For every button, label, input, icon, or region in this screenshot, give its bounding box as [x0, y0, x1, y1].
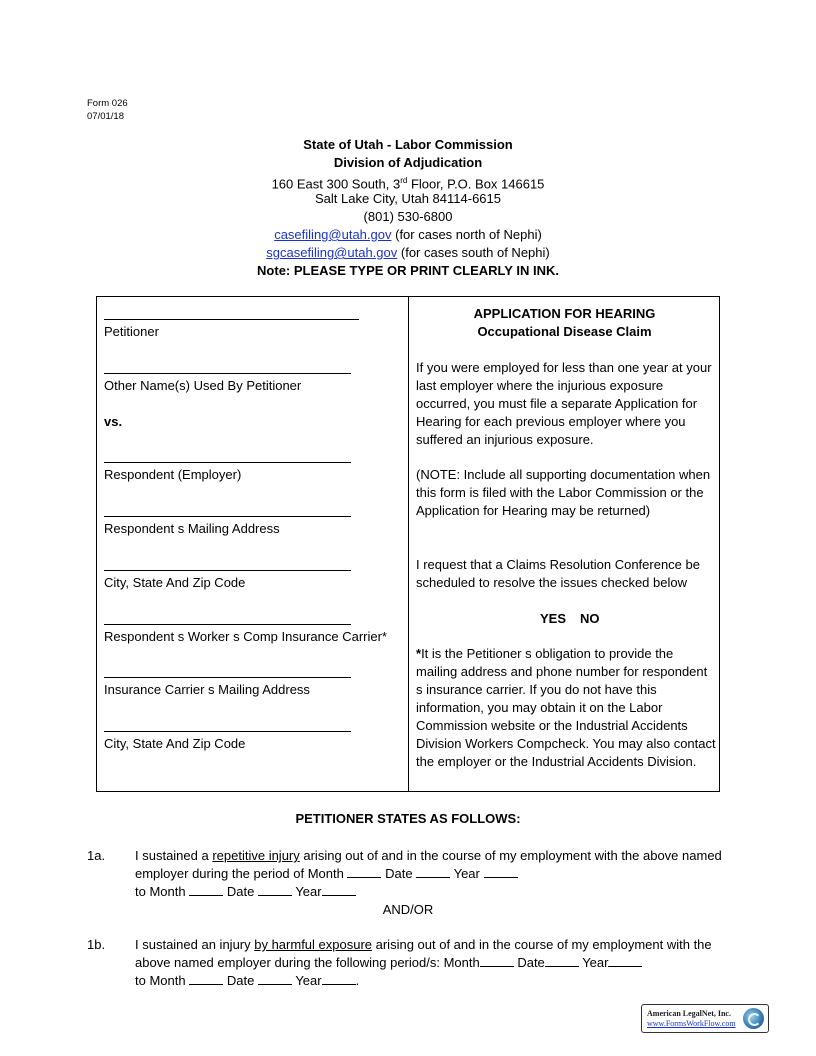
no-option[interactable]: NO — [580, 611, 600, 626]
insurance-carrier-label: Respondent s Worker s Comp Insurance Carrier* — [104, 629, 387, 644]
carrier-address-label: Insurance Carrier s Mailing Address — [104, 682, 310, 697]
petitioner-line[interactable] — [104, 319, 359, 320]
item-1b-to-date-field[interactable] — [258, 973, 292, 985]
insurance-carrier-line[interactable] — [104, 624, 351, 625]
application-title: APPLICATION FOR HEARING — [473, 306, 656, 321]
item-1b-text: I sustained an injury by harmful exposure arising out of and in the course of my employment with the above named employer during the following period/s: Month Date Year to Month Date Year . — [135, 937, 712, 988]
street-address: 160 East 300 South, 3rd Floor, P.O. Box 146615 — [271, 176, 545, 192]
city-state-zip-line-1[interactable] — [104, 570, 351, 571]
form-number: Form 026 — [87, 98, 128, 109]
item-1a-to-month-field[interactable] — [189, 884, 223, 896]
email-south-line: sgcasefiling@utah.gov (for cases south of Nephi) — [266, 245, 550, 260]
email-north-link[interactable]: casefiling@utah.gov — [274, 227, 392, 242]
city-state-zip-label-1: City, State And Zip Code — [104, 575, 246, 590]
item-1b-to-year-field[interactable] — [322, 973, 356, 985]
caption-divider — [408, 296, 409, 792]
email-north-line: casefiling@utah.gov (for cases north of Nephi) — [274, 227, 542, 242]
item-1a-to-date-field[interactable] — [258, 884, 292, 896]
versus-label: vs. — [104, 414, 123, 429]
item-1a-number: 1a. — [87, 848, 106, 863]
item-1b-number: 1b. — [87, 937, 106, 952]
item-1a-to-year-field[interactable] — [322, 884, 356, 896]
item-1b-to-month-field[interactable] — [189, 973, 223, 985]
division-title: Division of Adjudication — [333, 155, 483, 170]
phone-number: (801) 530-6800 — [363, 209, 453, 224]
city-state-zip-label-2: City, State And Zip Code — [104, 736, 246, 751]
carrier-address-line[interactable] — [104, 677, 351, 678]
city-state-zip-line-2[interactable] — [104, 731, 351, 732]
item-1b-month-field[interactable] — [480, 955, 514, 967]
globe-icon — [743, 1008, 764, 1029]
other-names-label: Other Name(s) Used By Petitioner — [104, 378, 302, 393]
employment-paragraph: If you were employed for less than one year at your last employer where the injurious exposure occurred, you must file a separate Application for Hearing for each previous employer where you suffered an injurious exposure. — [416, 360, 712, 447]
item-1b-year-field[interactable] — [608, 955, 642, 967]
item-1b-date-field[interactable] — [545, 955, 579, 967]
respondent-line[interactable] — [104, 462, 351, 463]
obligation-paragraph: *It is the Petitioner s obligation to provide the mailing address and phone number for respondent s insurance carrier. If you do not have this information, you may obtain it on the Labor Commission website or the Industrial Accidents Division Workers Compcheck. You may also contact the employer or the Industrial Accidents Division. — [416, 646, 716, 769]
print-note: Note: PLEASE TYPE OR PRINT CLEARLY IN INK. — [257, 263, 559, 278]
item-1a-month-field[interactable] — [347, 866, 381, 878]
item-1a-year-field[interactable] — [484, 866, 518, 878]
respondent-address-label: Respondent s Mailing Address — [104, 521, 280, 536]
item-1a-text: I sustained a repetitive injury arising out of and in the course of my employment with the above named employer during the period of Month Date Year to Month Date Year — [135, 848, 722, 899]
item-1a-date-field[interactable] — [416, 866, 450, 878]
respondent-label: Respondent (Employer) — [104, 467, 242, 482]
documentation-note: (NOTE: Include all supporting documentation when this form is filed with the Labor Commission or the Application for Hearing may be returned) — [416, 467, 711, 518]
application-subtitle: Occupational Disease Claim — [477, 324, 652, 339]
american-legalnet-logo[interactable] — [641, 1004, 769, 1033]
statements-heading: PETITIONER STATES AS FOLLOWS: — [295, 811, 521, 826]
conference-request: I request that a Claims Resolution Conference be scheduled to resolve the issues checked below — [416, 557, 700, 590]
and-or-separator: AND/OR — [382, 902, 434, 917]
email-south-link[interactable]: sgcasefiling@utah.gov — [266, 245, 398, 260]
city-line: Salt Lake City, Utah 84114-6615 — [315, 191, 501, 206]
petitioner-label: Petitioner — [104, 324, 159, 339]
agency-title: State of Utah - Labor Commission — [303, 137, 513, 152]
form-meta — [87, 97, 128, 123]
logo-site-link[interactable]: www.FormsWorkFlow.com — [647, 1019, 736, 1028]
other-names-line[interactable] — [104, 373, 351, 374]
respondent-address-line[interactable] — [104, 516, 351, 517]
revision-date: 07/01/18 — [87, 111, 124, 122]
logo-company: American LegalNet, Inc. — [647, 1009, 731, 1018]
yes-option[interactable]: YES — [540, 611, 567, 626]
